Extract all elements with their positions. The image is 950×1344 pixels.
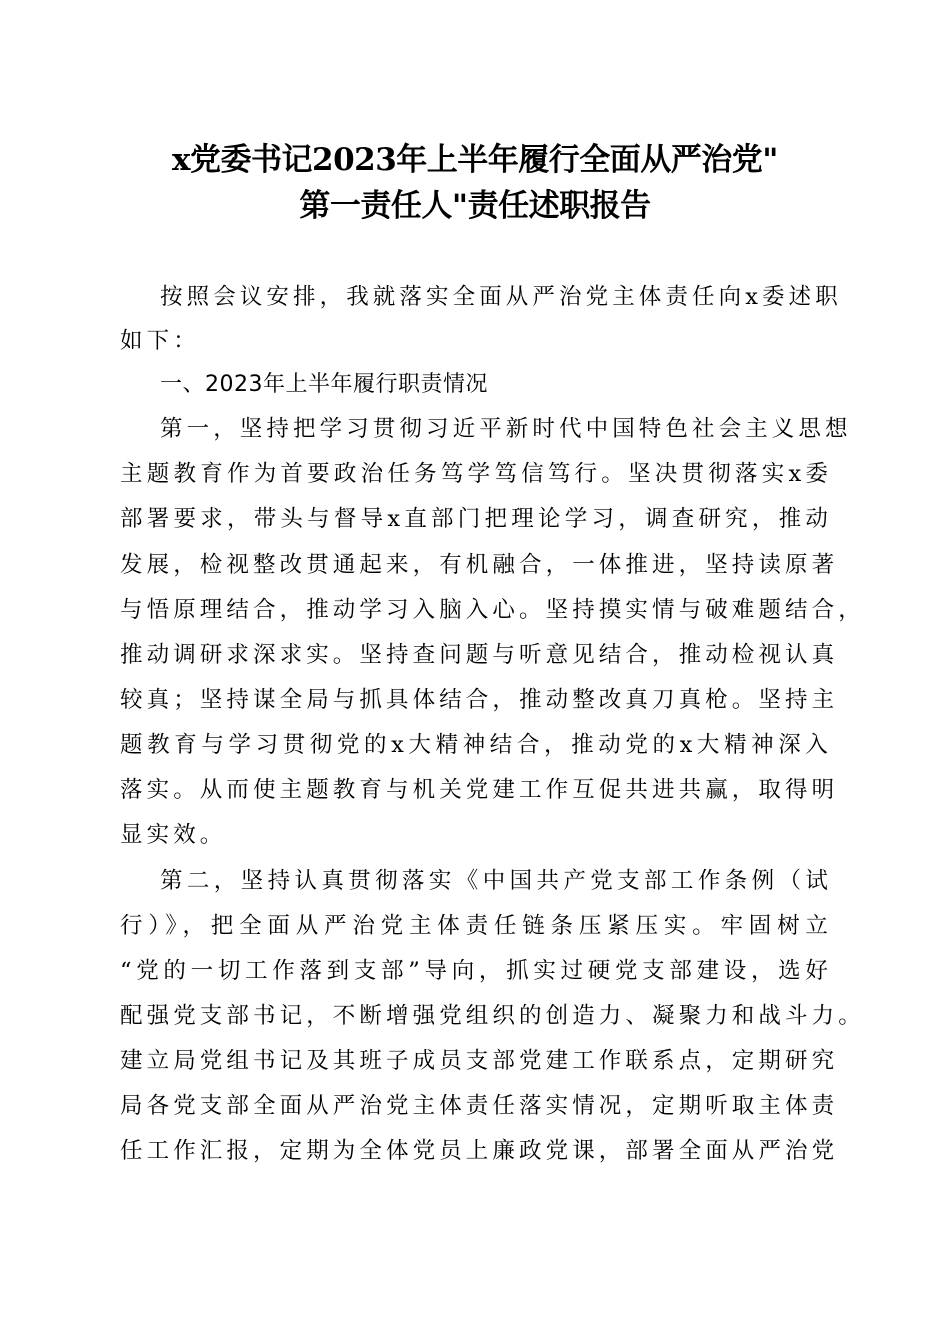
document-title-line-1: x党委书记2023年上半年履行全面从严治党" [172, 142, 778, 178]
paragraph-line: “党的一切工作落到支部”导向，抓实过硬党支部建设，选好 [120, 958, 832, 984]
intro-line: 按照会议安排，我就落实全面从严治党主体责任向x委述职 [160, 284, 842, 310]
paragraph-line: 与悟原理结合，推动学习入脑入心。坚持摸实情与破难题结合， [120, 597, 865, 623]
paragraph-line: 推动调研求深求实。坚持查问题与听意见结合，推动检视认真 [120, 642, 839, 668]
document-title-line-2: 第一责任人"责任述职报告 [299, 188, 651, 224]
paragraph-line: 局各党支部全面从严治党主体责任落实情况，定期听取主体责 [120, 1093, 839, 1119]
intro-line: 如下： [120, 328, 200, 354]
paragraph-line: 较真；坚持谋全局与抓具体结合，推动整改真刀真枪。坚持主 [120, 687, 839, 713]
paragraph-line: 建立局党组书记及其班子成员支部党建工作联系点，定期研究 [120, 1048, 839, 1074]
paragraph-line: 落实。从而使主题教育与机关党建工作互促共进共赢，取得明 [120, 777, 839, 803]
paragraph-line: 主题教育作为首要政治任务笃学笃信笃行。坚决贯彻落实x委 [120, 461, 832, 487]
paragraph-line: 任工作汇报，定期为全体党员上廉政党课，部署全面从严治党 [120, 1138, 839, 1164]
paragraph-line: 第一，坚持把学习贯彻习近平新时代中国特色社会主义思想 [160, 416, 852, 442]
paragraph-line: 显实效。 [120, 822, 227, 848]
paragraph-line: 题教育与学习贯彻党的x大精神结合，推动党的x大精神深入 [120, 732, 832, 758]
paragraph-line: 行）》，把全面从严治党主体责任链条压紧压实。牢固树立 [120, 913, 832, 939]
paragraph-line: 第二，坚持认真贯彻落实《中国共产党支部工作条例（试 [160, 868, 832, 894]
paragraph-line: 配强党支部书记，不断增强党组织的创造力、凝聚力和战斗力。 [120, 1003, 865, 1029]
paragraph-line: 部署要求，带头与督导x直部门把理论学习，调查研究，推动 [120, 506, 832, 532]
section-heading: 一、2023年上半年履行职责情况 [160, 372, 488, 397]
paragraph-line: 发展，检视整改贯通起来，有机融合，一体推进，坚持读原著 [120, 552, 839, 578]
